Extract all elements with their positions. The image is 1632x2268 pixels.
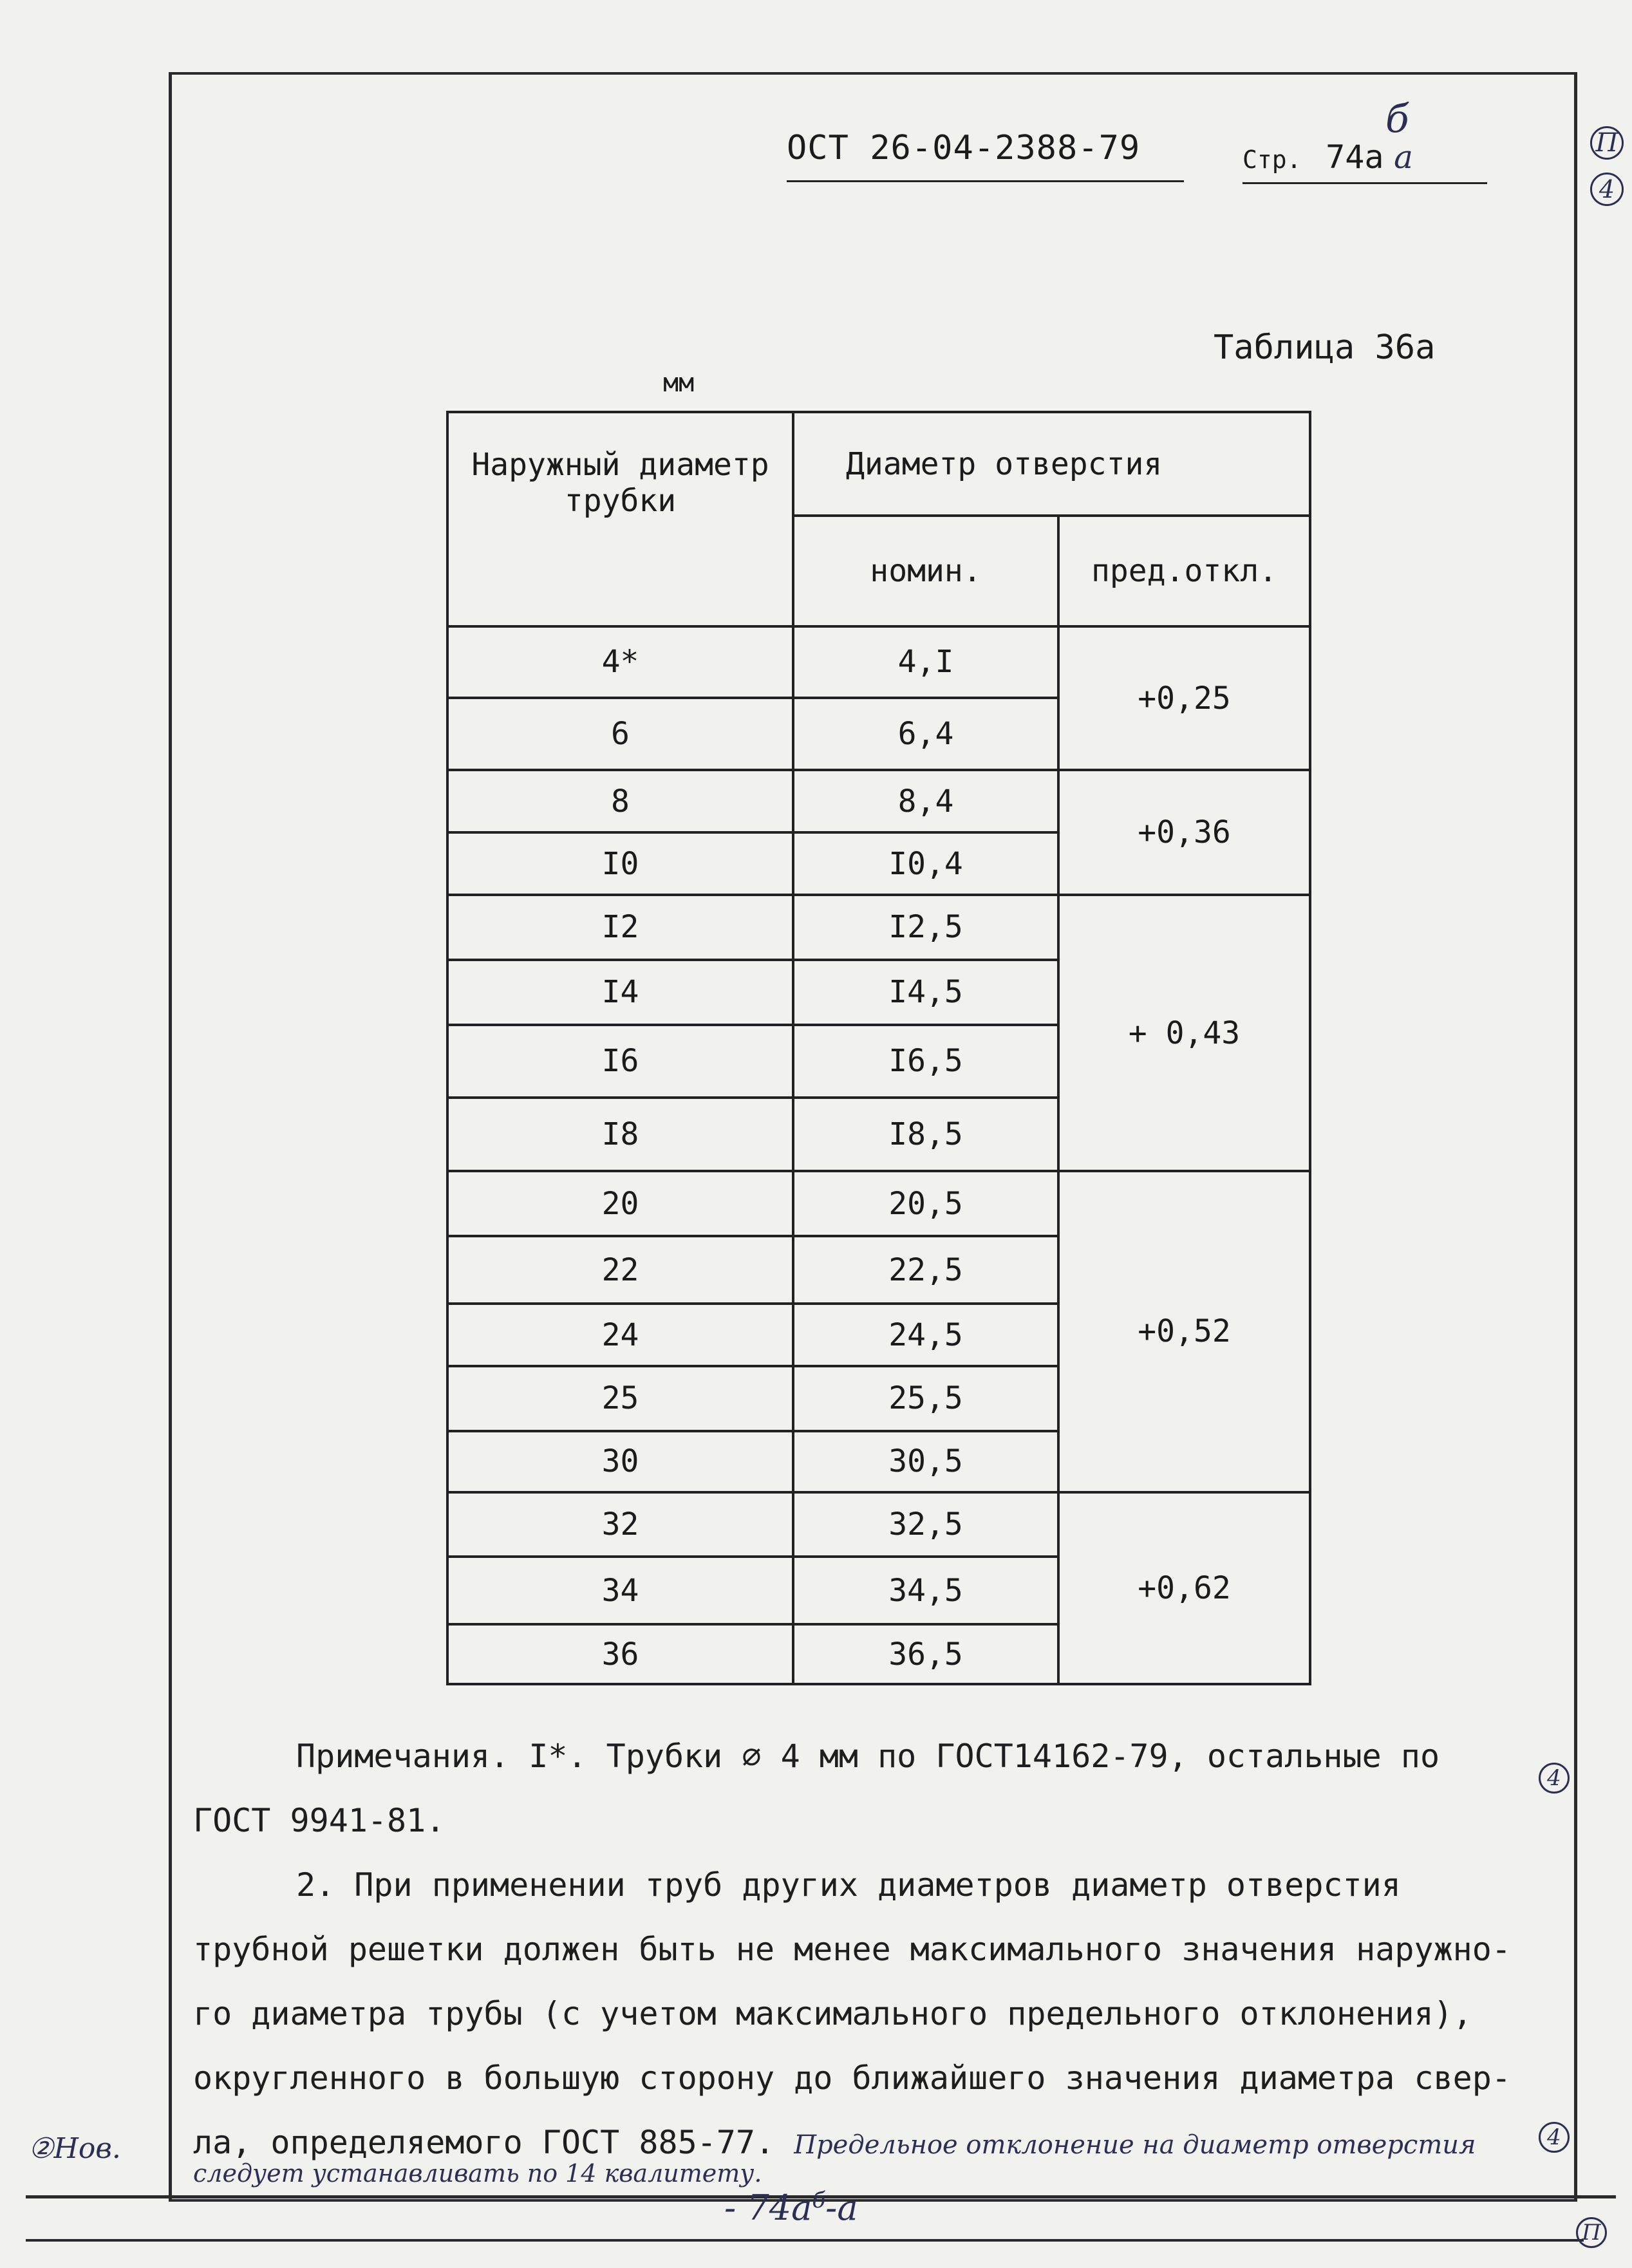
doc-code: ОСТ 26-04-2388-79 (787, 129, 1141, 167)
table-cell-tolerance: +0,25 (1058, 626, 1310, 771)
margin-mark-1: П (1590, 126, 1624, 160)
table-title: Таблица 36а (1214, 328, 1436, 367)
hole-diameter-table (446, 411, 1311, 1685)
footer-page-suffix: -а (825, 2188, 858, 2228)
note-line-7-typed: ла, определяемого ГОСТ 885-77. (193, 2124, 775, 2161)
table-cell-nominal: 32,5 (793, 1492, 1058, 1557)
note-line-7-handwritten: Предельное отклонение на диаметр отверстия (794, 2130, 1476, 2160)
col-header-tolerance: пред.откл. (1058, 516, 1310, 626)
table-cell-nominal: 20,5 (793, 1171, 1058, 1236)
table-cell-tolerance: +0,62 (1058, 1492, 1310, 1685)
footer-page-number (724, 2188, 858, 2228)
unit-label: мм (663, 368, 695, 398)
table-cell-outer: 4* (447, 626, 793, 698)
margin-mark-2: 4 (1590, 173, 1624, 206)
table-cell-nominal: 22,5 (793, 1236, 1058, 1304)
note-line-5: го диаметра трубы (с учетом максимального предельного отклонения), (193, 1995, 1472, 2032)
table-cell-nominal: 6,4 (793, 698, 1058, 771)
table-cell-outer: 32 (447, 1492, 793, 1557)
table-cell-outer: 36 (447, 1624, 793, 1684)
page-hand-mark-top: б (1385, 97, 1409, 142)
footer-page-hand: - 74а (724, 2188, 812, 2228)
group-header-hole-diameter: Диаметр отверстия (793, 412, 1310, 516)
note-line-2: ГОСТ 9941-81. (193, 1802, 446, 1839)
col-header-nominal: номин. (793, 516, 1058, 626)
note-line-6: округленного в большую сторону до ближайшего значения диаметра свер- (193, 2059, 1511, 2097)
table-cell-outer: I4 (447, 960, 793, 1025)
table-cell-nominal: 34,5 (793, 1557, 1058, 1624)
table-cell-nominal: 24,5 (793, 1304, 1058, 1366)
table-cell-outer: 25 (447, 1366, 793, 1431)
table-cell-outer: 24 (447, 1304, 793, 1366)
table-cell-nominal: 8,4 (793, 770, 1058, 832)
note-line-3: 2. При применении труб других диаметров диаметр отверстия (296, 1866, 1401, 1904)
revision-note: ②Нов. (28, 2132, 121, 2165)
table-cell-nominal: I8,5 (793, 1098, 1058, 1172)
table-cell-outer: 22 (447, 1236, 793, 1304)
table-cell-nominal: I6,5 (793, 1025, 1058, 1098)
page-number-block (1243, 138, 1487, 184)
footer-page-sup: б (812, 2188, 826, 2213)
table-cell-nominal: 25,5 (793, 1366, 1058, 1431)
table-cell-outer: 6 (447, 698, 793, 771)
table-cell-outer: 8 (447, 770, 793, 832)
note-line-8-handwritten: следует устанавливать по 14 квалитету. (193, 2159, 762, 2188)
note-line-4: трубной решетки должен быть не менее максимального значения наружно- (193, 1931, 1511, 1968)
table-cell-outer: I0 (447, 832, 793, 895)
page-label: Стр. (1243, 145, 1302, 174)
table-cell-tolerance: + 0,43 (1058, 895, 1310, 1171)
doc-code-block (787, 129, 1184, 182)
table-cell-outer: I8 (447, 1098, 793, 1172)
table-cell-outer: 20 (447, 1171, 793, 1236)
table-cell-tolerance: +0,52 (1058, 1171, 1310, 1492)
table-cell-outer: I2 (447, 895, 793, 960)
page-number: 74а (1326, 138, 1384, 176)
table-cell-outer: 30 (447, 1431, 793, 1492)
table-cell-nominal: 30,5 (793, 1431, 1058, 1492)
table-cell-tolerance: +0,36 (1058, 770, 1310, 895)
revision-mark-a: 4 (1539, 1763, 1570, 1794)
revision-mark-c: П (1576, 2217, 1607, 2248)
table-cell-outer: 34 (447, 1557, 793, 1624)
table-cell-outer: I6 (447, 1025, 793, 1098)
table-cell-nominal: I2,5 (793, 895, 1058, 960)
outer-bottom-line (26, 2239, 1584, 2242)
table-cell-nominal: I0,4 (793, 832, 1058, 895)
col-header-outer-diameter (447, 412, 793, 626)
page-hand-mark: а (1394, 138, 1413, 176)
table-cell-nominal: 36,5 (793, 1624, 1058, 1684)
table-cell-nominal: I4,5 (793, 960, 1058, 1025)
note-line-1: Примечания. I*. Трубки ⌀ 4 мм по ГОСТ14162-79, остальные по (296, 1738, 1440, 1775)
col-header-outer-diameter-text: Наружный диаметр трубки (471, 447, 769, 519)
revision-mark-b: 4 (1539, 2122, 1570, 2153)
table-cell-nominal: 4,I (793, 626, 1058, 698)
